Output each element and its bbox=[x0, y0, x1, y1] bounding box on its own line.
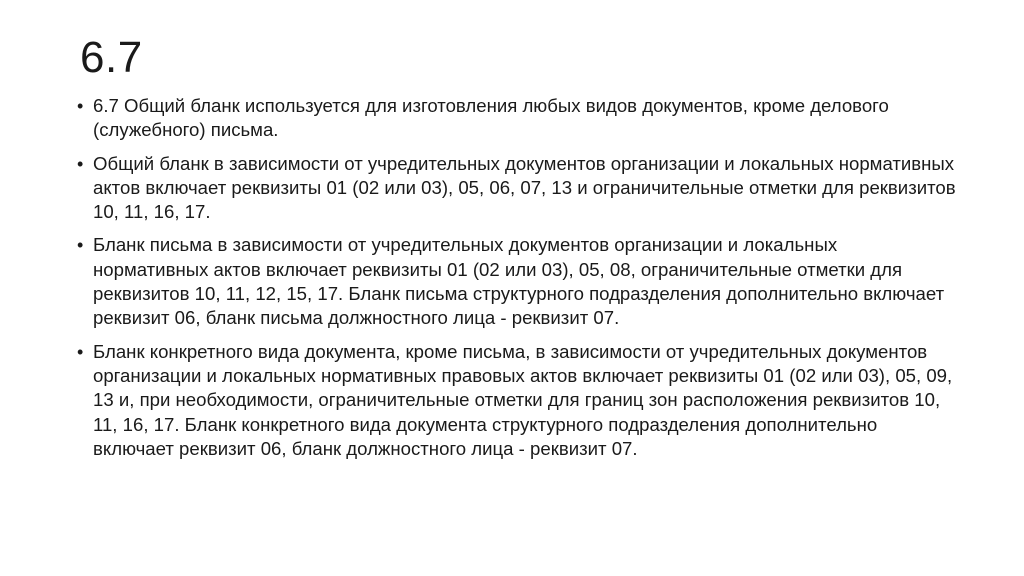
bullet-text: Общий бланк в зависимости от учредительных документов организации и локальных нормативных актов включает реквизиты 01 (02 или 03), 05, 06, 07, 13 и ограничительные отметки для реквизитов 10, 11, 16, 17. bbox=[93, 152, 956, 223]
bullet-text: Бланк письма в зависимости от учредительных документов организации и локальных нормативных актов включает реквизиты 01 (02 или 03), 05, 08, ограничительные отметки для реквизитов 10, 11, 12, 15, 17. Бланк письма структурного подразделения дополнительно включает реквизит 06, бланк письма должностного лица - реквизит 07. bbox=[93, 234, 945, 329]
bullet-dot-icon: • bbox=[77, 96, 84, 116]
bullet-dot-icon: • bbox=[77, 153, 84, 174]
bullet-list bbox=[76, 94, 956, 470]
bullet-item-3 bbox=[76, 233, 956, 330]
bullet-text: 6.7 Общий бланк используется для изготовления любых видов документов, кроме делового (служебного) письма. bbox=[93, 95, 889, 141]
bullet-dot-icon: • bbox=[77, 341, 84, 362]
bullet-text: Бланк конкретного вида документа, кроме письма, в зависимости от учредительных документов организации и локальных нормативных правовых актов включает реквизиты 01 (02 или 03), 05, 09, 13 и, при необходимости, ограничительные отметки для границ зон расположения реквизитов 10, 11, 16, 17. Бланк конкретного вида документа структурного подразделения дополнительно включает реквизит 06, бланк должностного лица - реквизит 07. bbox=[93, 340, 953, 459]
bullet-dot-icon: • bbox=[77, 235, 84, 256]
bullet-item-1 bbox=[76, 94, 956, 143]
slide-title: 6.7 bbox=[80, 33, 143, 82]
bullet-item-4 bbox=[76, 340, 956, 461]
bullet-item-2 bbox=[76, 152, 956, 225]
